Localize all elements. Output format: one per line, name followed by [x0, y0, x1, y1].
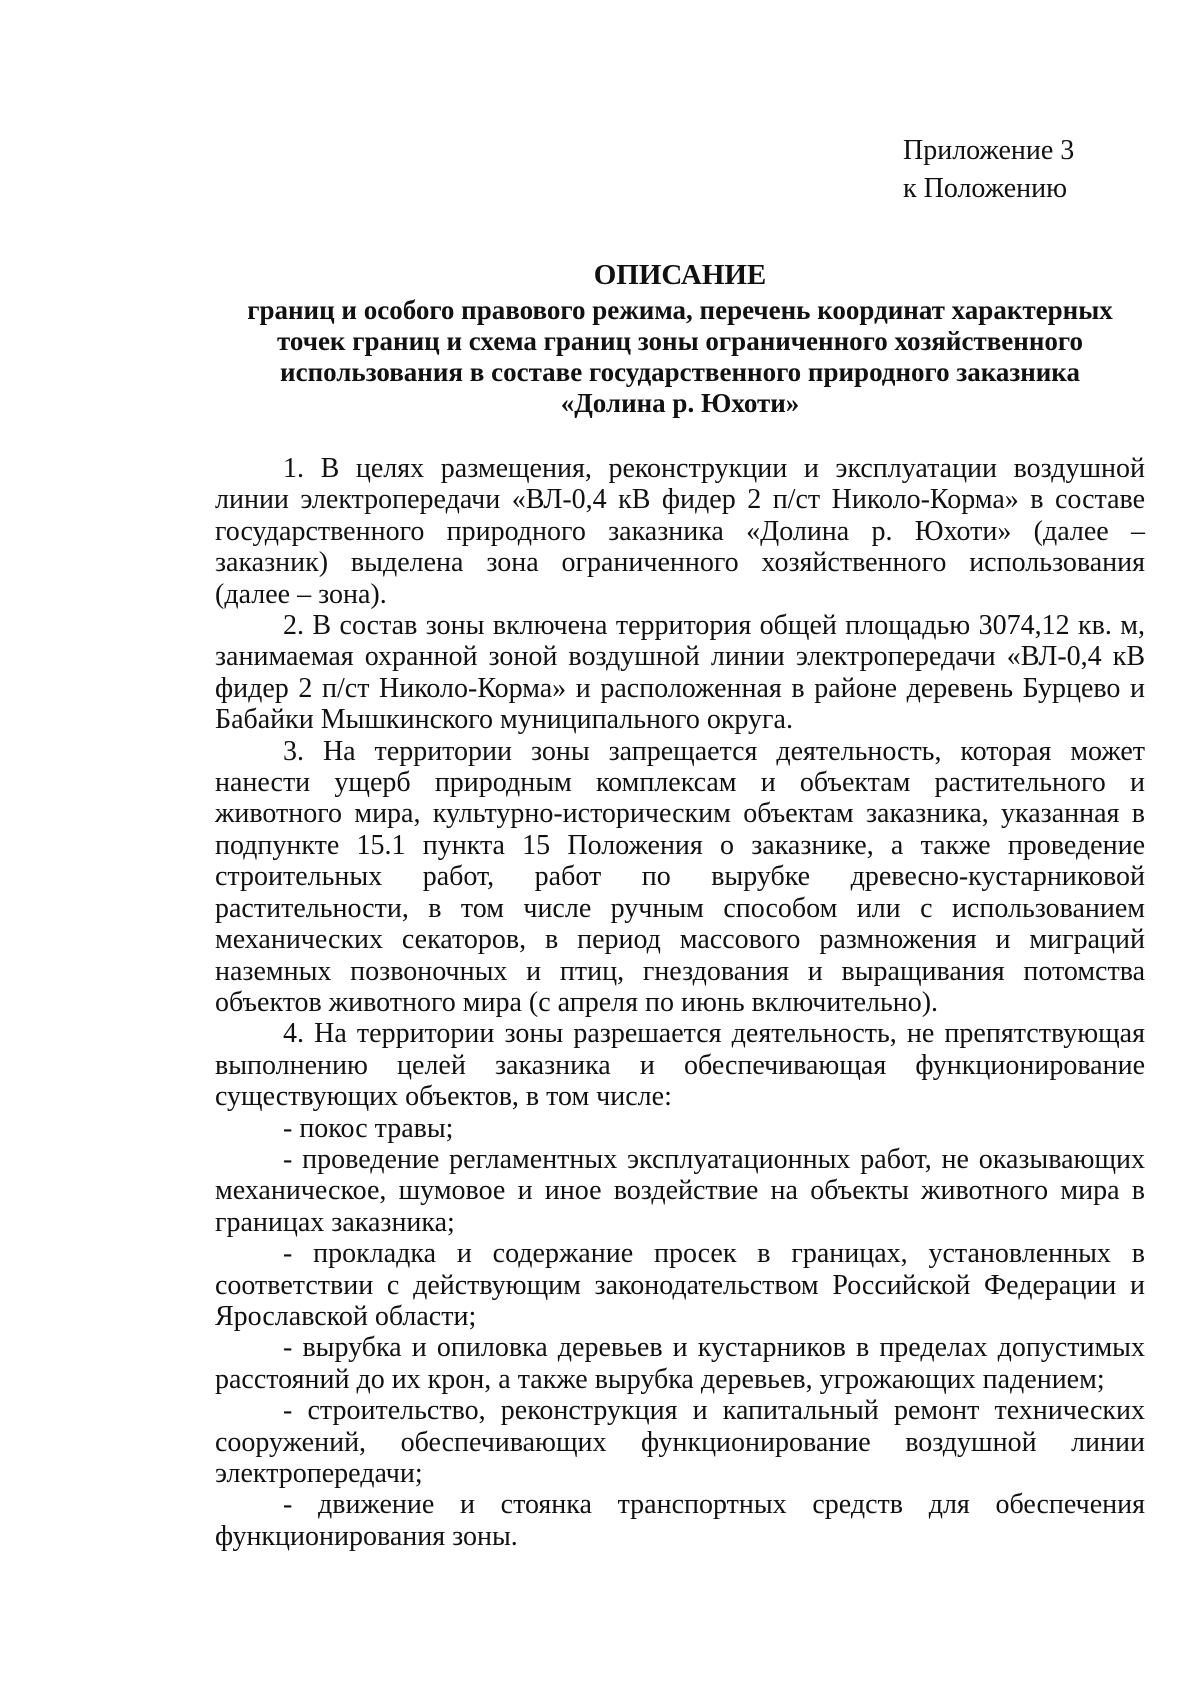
paragraph-3: 3. На территории зоны запрещается деятельность, которая может нанести ущерб природным комплексам и объектам растительного и животного мира, культурно-историческим объектам заказника, указанная в подпункте 15.1 пункта 15 Положения о заказнике, а также проведение строительных работ, работ по вырубке древесно-кустарниковой растительности, в том числе ручным способом или с использованием механических секаторов, в период массового размножения и миграций наземных позвоночных и птиц, гнездования и выращивания потомства объектов животного мира (с апреля по июнь включительно). [215, 735, 1145, 1018]
document-body [215, 453, 1145, 1552]
document-title: ОПИСАНИЕ [593, 259, 767, 291]
list-item-construction: - строительство, реконструкция и капитальный ремонт технических сооружений, обеспечивающих функционирование воздушной линии электропередачи; [215, 1395, 1145, 1489]
list-item-tree-cutting: - вырубка и опиловка деревьев и кустарников в пределах допустимых расстояний до их крон, а также вырубка деревьев, угрожающих падением; [215, 1332, 1145, 1395]
list-item-grass-mowing: - покос травы; [283, 1112, 454, 1144]
list-item-clearings: - прокладка и содержание просек в границах, установленных в соответствии с действующим законодательством Российской Федерации и Ярославской области; [215, 1238, 1145, 1332]
document-title-block [215, 256, 1145, 419]
list-item-maintenance-work: - проведение регламентных эксплуатационных работ, не оказывающих механическое, шумовое и иное воздействие на объекты животного мира в границах заказника; [215, 1143, 1145, 1238]
document-subtitle-line-4: «Долина р. Юхоти» [560, 388, 800, 418]
paragraph-4: 4. На территории зоны разрешается деятельность, не препятствующая выполнению целей заказника и обеспечивающая функционирование существующих объектов, в том числе: [215, 1018, 1145, 1113]
paragraph-2: 2. В состав зоны включена территория общей площадью 3074,12 кв. м, занимаемая охранной зоной воздушной линии электропередачи «ВЛ-0,4 кВ фидер 2 п/ст Николо-Корма» и расположенная в районе деревень Бурцево и Бабайки Мышкинского муниципального округа. [215, 610, 1145, 736]
document-subtitle-line-3: использования в составе государственного природного заказника [280, 357, 1080, 387]
appendix-line-2: к Положению [903, 173, 1068, 204]
document-subtitle-line-2: точек границ и схема границ зоны ограниченного хозяйственного [277, 326, 1083, 356]
appendix-line-1: Приложение 3 [903, 135, 1075, 166]
paragraph-1: 1. В целях размещения, реконструкции и эксплуатации воздушной линии электропередачи «ВЛ-0,4 кВ фидер 2 п/ст Николо-Корма» в составе государственного природного заказника «Долина р. Юхоти» (далее – заказник) выделена зона ограниченного хозяйственного использования (далее – зона). [215, 453, 1145, 610]
list-item-vehicle-movement: - движение и стоянка транспортных средств для обеспечения функционирования зоны. [215, 1489, 1145, 1552]
document-subtitle-line-1: границ и особого правового режима, перечень координат характерных [247, 295, 1113, 325]
appendix-reference [903, 132, 1163, 208]
